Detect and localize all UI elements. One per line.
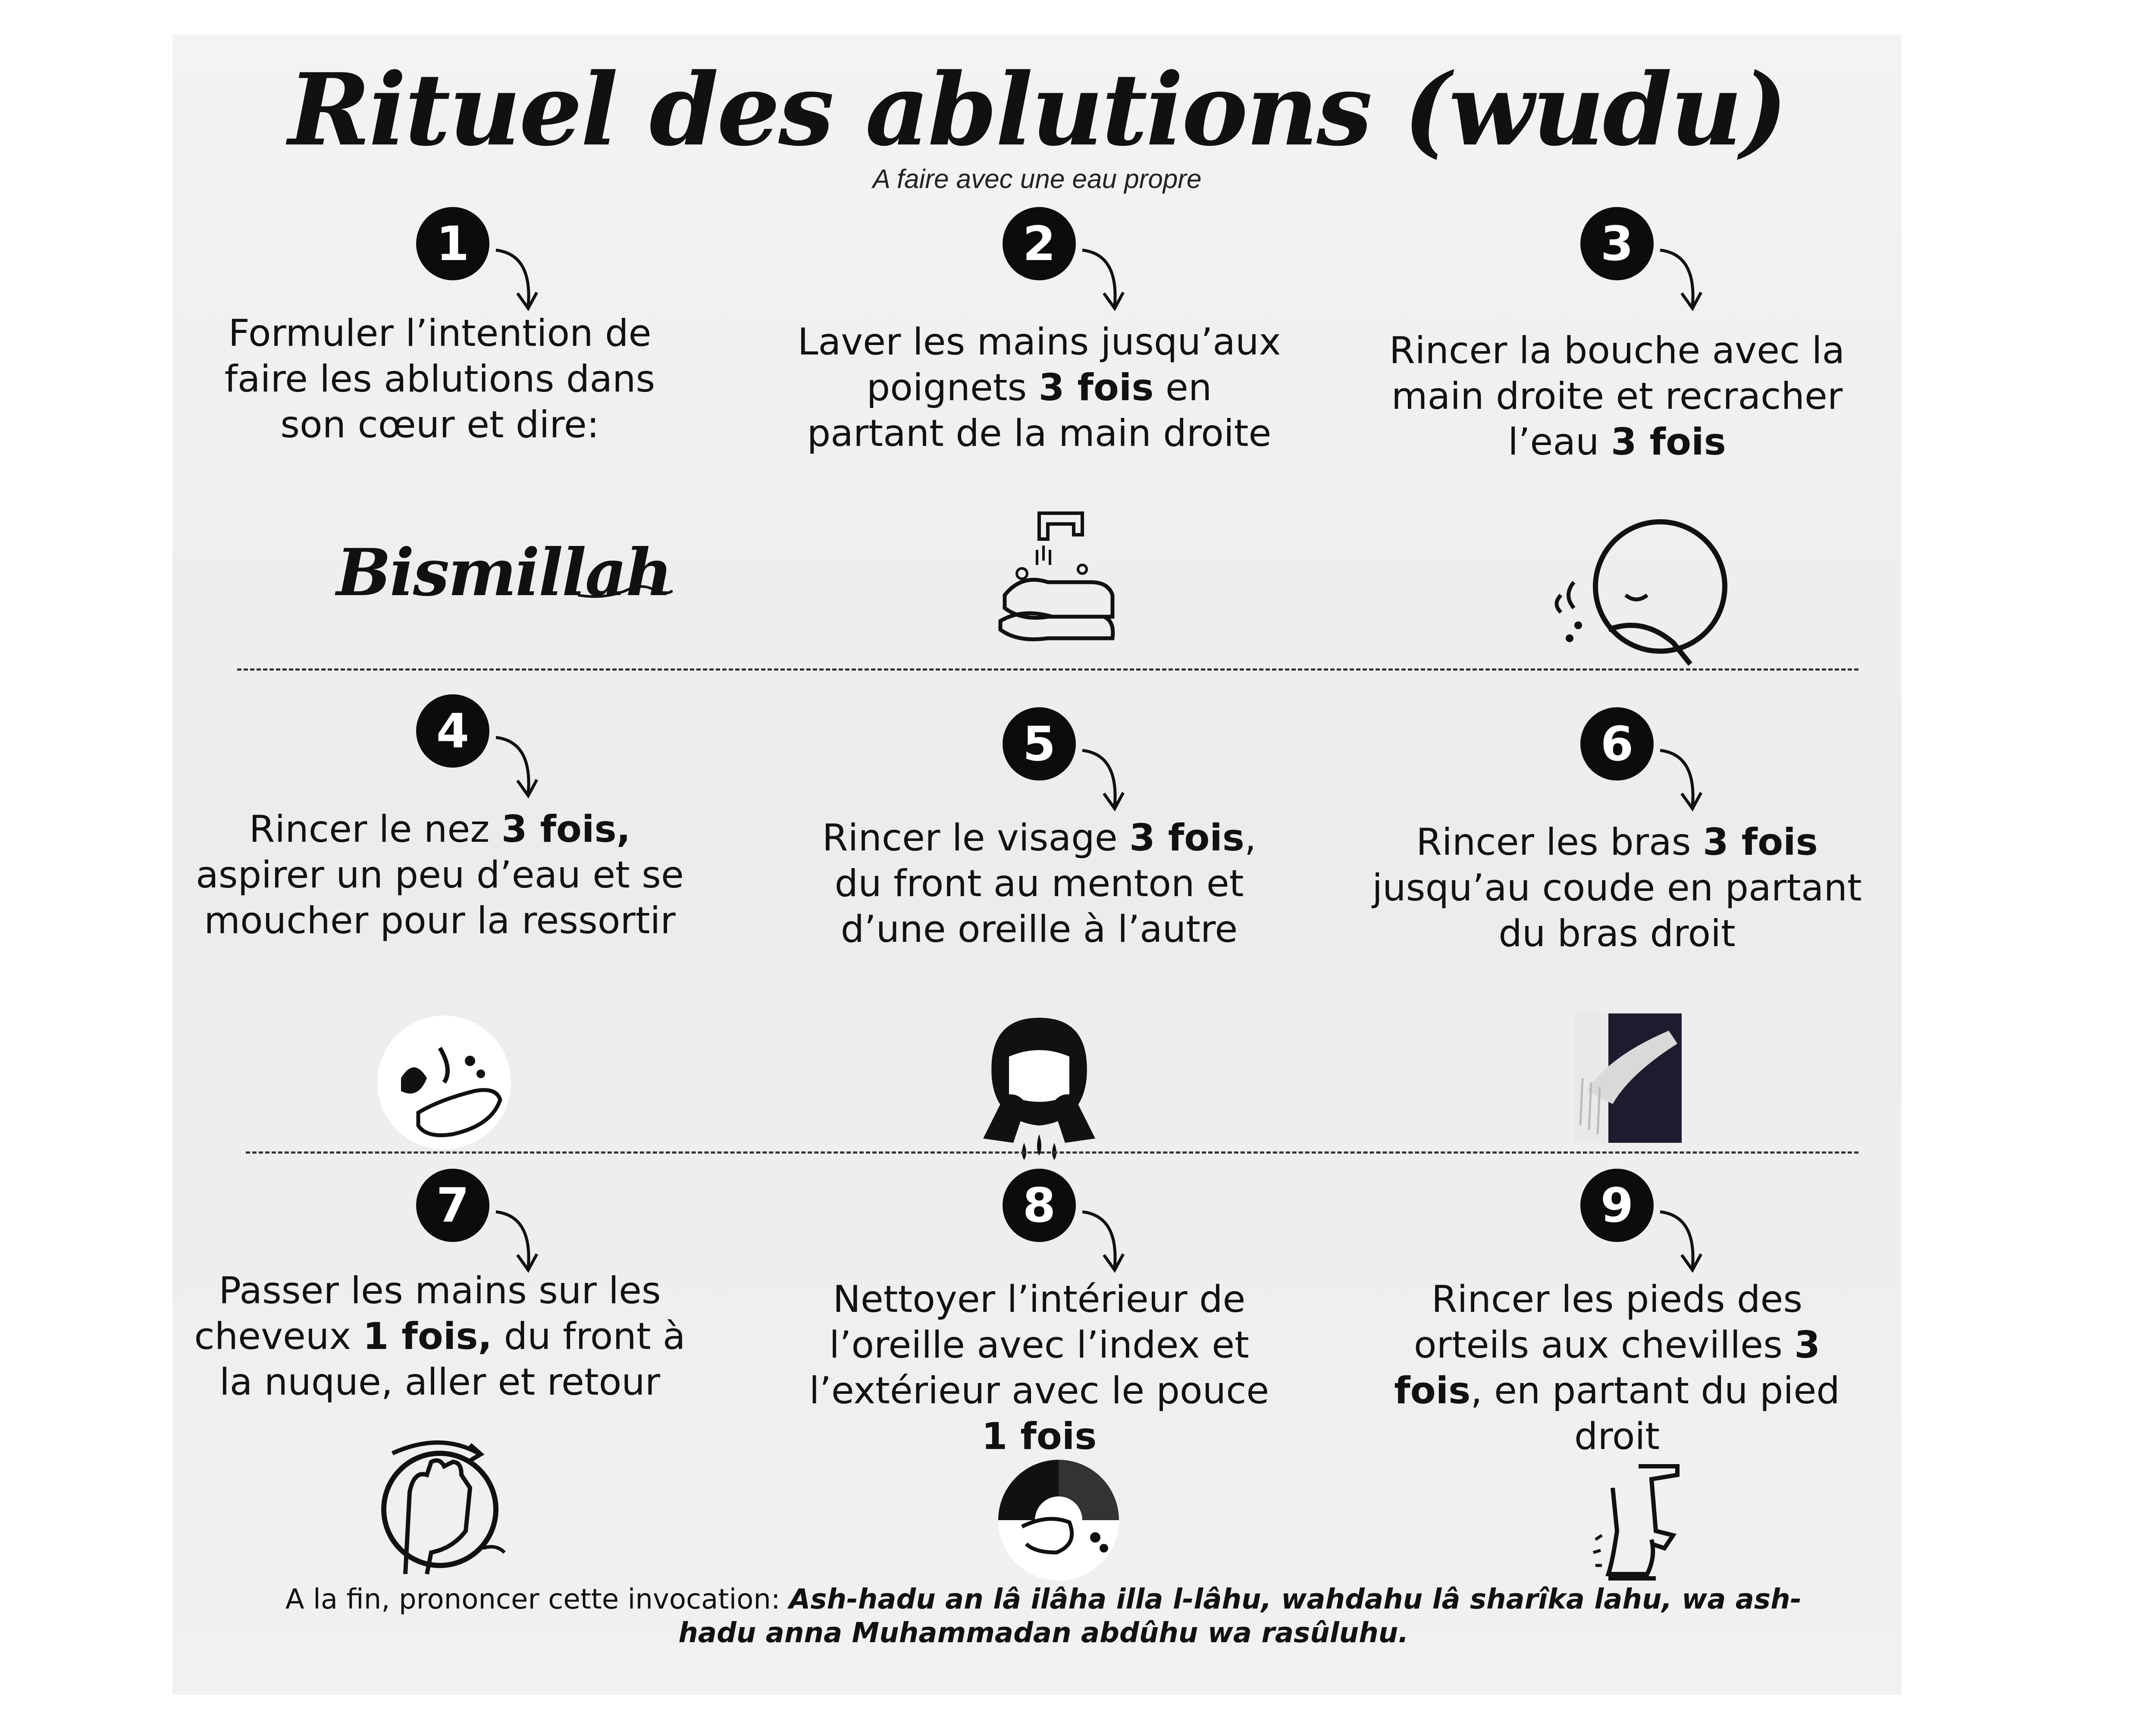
step-count-highlight: 3 fois [1611, 420, 1726, 464]
step-text: jusqu’au coude en partant du bras droit [1372, 866, 1862, 955]
step-7 [194, 1169, 686, 1578]
step-6 [1371, 694, 1863, 1169]
step-count-highlight: 3 fois [1038, 366, 1154, 409]
step-description [1371, 819, 1863, 957]
curved-arrow-icon [1656, 742, 1708, 815]
curved-arrow-icon [492, 1203, 543, 1276]
step-text: Rincer la bouche avec la main droite et recracher l’eau [1389, 329, 1845, 464]
step-text: Rincer les bras [1416, 821, 1703, 864]
step-1 [194, 207, 686, 686]
step-number-badge: 1 [416, 207, 489, 280]
step-text: Nettoyer l’intérieur de l’oreille avec l’index et l’extérieur avec le pouce [809, 1278, 1269, 1412]
step-text: Passer les mains sur les cheveux [194, 1269, 661, 1358]
hand-washing-icon [996, 509, 1117, 656]
step-number-badge: 3 [1580, 207, 1654, 280]
step-count-highlight: 3 fois [1702, 821, 1818, 864]
step-8 [793, 1169, 1285, 1578]
step-number-badge: 9 [1580, 1169, 1654, 1242]
step-number-badge: 4 [416, 694, 489, 768]
step-description [194, 806, 686, 944]
step-description [194, 1268, 686, 1405]
step-text: Laver les mains jusqu’aux poignets [797, 320, 1281, 409]
step-count-highlight: 3 fois [1394, 1324, 1821, 1412]
foot-wash-icon [1587, 1462, 1686, 1587]
step-number-badge: 5 [1003, 707, 1076, 781]
arm-wash-icon [1574, 1013, 1682, 1143]
head-wipe-icon [367, 1436, 513, 1578]
step-text: Formuler l’intention de faire les ablutions dans son cœur et dire: [224, 312, 655, 446]
bismillah-calligraphy: Bismillah [336, 535, 672, 611]
invocation-text: Ash-hadu an lâ ilâha illa l-lâhu, wahdahu lâ sharîka lahu, wa ash-hadu anna Muhammadan abdûhu wa rasûluhu. [678, 1584, 1802, 1649]
step-text: , en partant du pied droit [1470, 1369, 1840, 1458]
ear-clean-icon [996, 1458, 1121, 1583]
step-number-badge: 7 [416, 1169, 489, 1242]
step-text: Rincer les pieds des orteils aux chevilles [1413, 1278, 1803, 1367]
step-description [194, 310, 686, 448]
closing-invocation [250, 1583, 1837, 1650]
infographic-card [172, 34, 1902, 1695]
curved-arrow-icon [1656, 1203, 1708, 1276]
step-description [793, 815, 1285, 952]
curved-arrow-icon [492, 729, 543, 802]
step-description [1371, 328, 1863, 465]
step-count-highlight: 3 fois [1129, 816, 1244, 859]
step-text: du front à la nuque, aller et retour [219, 1315, 686, 1404]
step-number-badge: 6 [1580, 707, 1654, 781]
step-text: en partant de la main droite [807, 366, 1272, 455]
calligraphy-flourish-icon [578, 569, 673, 604]
step-number-badge: 8 [1003, 1169, 1076, 1242]
step-description [1371, 1276, 1863, 1459]
face-wash-icon [975, 1009, 1104, 1164]
curved-arrow-icon [1078, 1203, 1130, 1276]
step-number-badge: 2 [1003, 207, 1076, 280]
step-description [793, 1276, 1285, 1459]
section-divider [237, 668, 1858, 671]
step-text: aspirer un peu d’eau et se moucher pour la ressortir [196, 853, 684, 942]
invocation-intro: A la fin, prononcer cette invocation: [285, 1584, 789, 1615]
step-4 [194, 694, 686, 1169]
step-3 [1371, 207, 1863, 686]
page-subtitle: A faire avec une eau propre [872, 164, 1202, 194]
step-text: , du front au menton et d’une oreille à l’autre [834, 816, 1257, 951]
section-divider [246, 1151, 1858, 1154]
step-9 [1371, 1169, 1863, 1578]
step-count-highlight: 3 fois, [501, 808, 631, 851]
step-text: Rincer le visage [822, 816, 1130, 859]
curved-arrow-icon [1656, 242, 1708, 315]
step-count-highlight: 1 fois, [363, 1315, 492, 1358]
step-5 [793, 694, 1285, 1169]
nose-rinse-icon [375, 1013, 513, 1151]
curved-arrow-icon [1078, 242, 1130, 315]
page-title: Rituel des ablutions (wudu) [288, 52, 1786, 168]
step-description [793, 319, 1285, 456]
curved-arrow-icon [1078, 742, 1130, 815]
step-count-highlight: 1 fois [981, 1415, 1097, 1458]
curved-arrow-icon [492, 242, 543, 315]
mouth-rinse-icon [1544, 518, 1742, 681]
step-text: Rincer le nez [249, 808, 501, 851]
step-2 [793, 207, 1285, 686]
